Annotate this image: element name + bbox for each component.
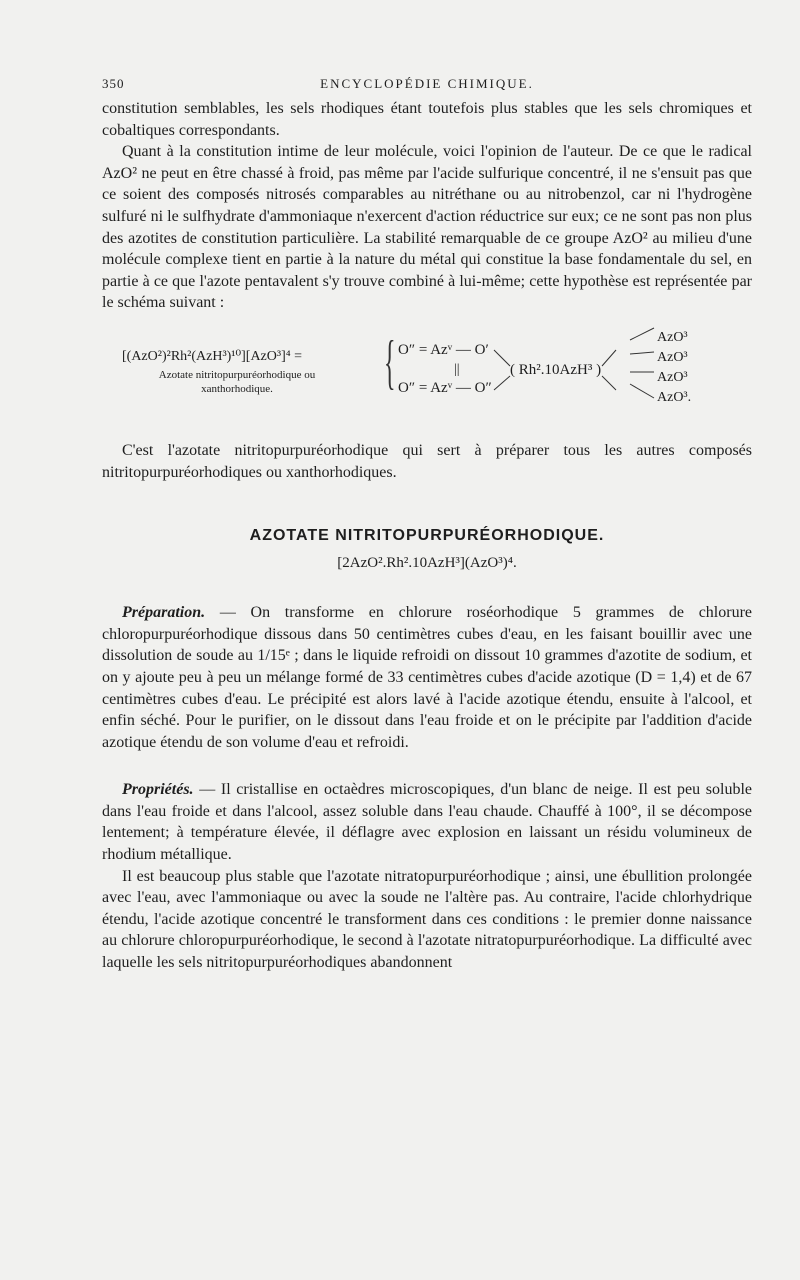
formula-left-text: [(AzO²)²Rh²(AzH³)¹⁰][AzO³]⁴ = xyxy=(122,348,303,364)
brace-icon: { xyxy=(384,328,396,395)
formula-right-item: AzO³. xyxy=(657,389,692,405)
paragraph: Il est beaucoup plus stable que l'azotate nitratopurpuréorhodique ; ainsi, une ébullition prolongée avec l'eau, avec l'ammoniaque ou avec la soude ne l'altère pas. Au contraire, l'acide chlorhydrique étendu, l'acide azotique concentré le transforment dans ces conditions : le premier donne naissance au chlorure chloropurpuréorhodique, le second à l'azotate nitratopurpuréorhodique. La difficulté avec laquelle les sels nitritopurpuréorhodiques abandonnent xyxy=(102,867,752,972)
bond-lines xyxy=(102,320,752,438)
page-header xyxy=(102,72,752,98)
proprietes-text: — Il cristallise en octaèdres microscopiques, d'un blanc de neige. Il est peu soluble dans l'eau froide et dans l'alcool, assez soluble dans l'eau chaude. Chauffé à 100°, il se décompose lentement; à température élevée, il déflagre avec explosion en laissant un résidu volumineux de rhodium métallique. xyxy=(102,781,752,864)
paragraph: C'est l'azotate nitritopurpuréorhodique qui sert à préparer tous les autres composés nitritopurpuréorhodiques ou xanthorhodiques. xyxy=(102,441,752,481)
proprietes-lead: Propriétés. xyxy=(122,781,194,799)
section-title: AZOTATE NITRITOPURPURÉORHODIQUE. xyxy=(249,527,605,545)
formula-row-2: O″ = Azᵛ — O″ xyxy=(398,379,492,396)
paragraph: Quant à la constitution intime de leur molécule, voici l'opinion de l'auteur. De ce que le radical AzO² ne peut en être chassé à froid, pas même par l'acide sulfurique concentré, il ne s'ensuit pas que ce soient des composés nitrosés comparables au nitréthane ou au nitrobenzol, car ni l'hydrogène sulfuré ni le sulfhydrate d'ammoniaque n'exercent d'action réductrice sur eux; ce ne sont pas non plus des azotites de constitution particulière. La stabilité remarquable de ce groupe AzO² au milieu d'une molécule complexe tient en partie à la nature du métal qui constitue la base fondamentale du sel, en partie à ce que l'azote pentavalent s'y trouve combiné à lui-même; cette hypothèse est représentée par le schéma suivant : xyxy=(102,143,752,312)
paragraph: constitution semblables, les sels rhodiques étant toutefois plus stables que les sels chromiques et cobaltiques correspondants. xyxy=(102,100,752,139)
running-title: ENCYCLOPÉDIE CHIMIQUE. xyxy=(320,76,534,91)
formula-row-1: O″ = Azᵛ — O′ xyxy=(398,341,489,358)
page-number: 350 xyxy=(102,76,125,91)
preparation-text: — On transforme en chlorure roséorhodique 5 grammes de chlorure chloropurpuréorhodique dissous dans 50 centimètres cubes d'eau, en les faisant bouillir avec une dissolution de soude au 1/15ᵉ ; dans le liquide refroidi on dissout 10 grammes d'azotite de sodium, et on y ajoute peu à peu un mélange formé de 33 centimètres cubes d'acide azotique (D = 1,4) et de 67 centimètres cubes d'eau. Le précipité est alors lavé à l'acide azotique étendu, ensuite à l'alcool, et enfin séché. Pour le purifier, on le dissout dans l'eau froide et on le précipite par l'addition d'acide azotique étendu de son volume d'eau et refroidi. xyxy=(102,604,752,751)
formula-right-item: AzO³ xyxy=(657,329,688,345)
preparation-paragraph xyxy=(102,602,752,753)
formula-center-text: Rh².10AzH³ xyxy=(518,361,593,378)
formula-right xyxy=(657,328,691,408)
proprietes-paragraph xyxy=(102,779,752,865)
formula-right-item: AzO³ xyxy=(657,349,688,365)
document-page xyxy=(102,72,752,974)
formula-center: ( Rh².10AzH³ ) xyxy=(510,361,602,378)
formula-right-item: AzO³ xyxy=(657,369,688,385)
preparation-lead: Préparation. xyxy=(122,604,206,622)
formula-caption: Azotate nitritopurpuréorhodique ou xanthorhodique. xyxy=(158,368,316,395)
formula-double-bond: || xyxy=(454,361,460,377)
structural-formula xyxy=(102,320,752,438)
section-formula: [2AzO².Rh².10AzH³](AzO³)⁴. xyxy=(337,555,517,572)
